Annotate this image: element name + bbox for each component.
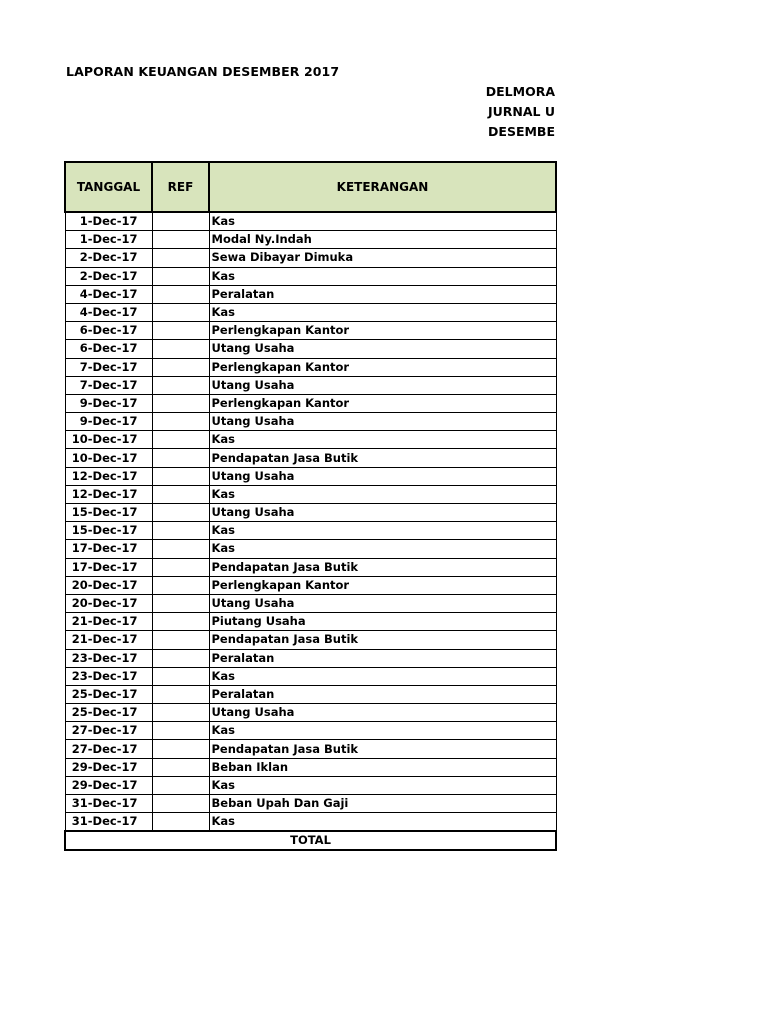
ref-cell	[152, 795, 209, 813]
description-cell: Kas	[209, 485, 556, 503]
description-cell: Perlengkapan Kantor	[209, 394, 556, 412]
description-cell: Utang Usaha	[209, 413, 556, 431]
ref-cell	[152, 594, 209, 612]
column-header-date: TANGGAL	[65, 162, 152, 212]
ref-cell	[152, 522, 209, 540]
table-row	[65, 576, 556, 594]
description-cell: Utang Usaha	[209, 340, 556, 358]
ref-cell	[152, 813, 209, 832]
column-header-ref: REF	[152, 162, 209, 212]
description-cell: Perlengkapan Kantor	[209, 322, 556, 340]
date-cell: 20-Dec-17	[65, 576, 152, 594]
table-header-row	[65, 162, 556, 212]
table-row	[65, 449, 556, 467]
table-row	[65, 485, 556, 503]
table-row	[65, 613, 556, 631]
ref-cell	[152, 340, 209, 358]
ref-cell	[152, 449, 209, 467]
journal-body	[65, 212, 556, 831]
journal-title-text: JURNAL U	[487, 104, 555, 119]
ref-cell	[152, 504, 209, 522]
table-row	[65, 267, 556, 285]
date-cell: 1-Dec-17	[65, 212, 152, 231]
date-cell: 6-Dec-17	[65, 322, 152, 340]
table-row	[65, 303, 556, 321]
date-cell: 1-Dec-17	[65, 231, 152, 249]
description-cell: Pendapatan Jasa Butik	[209, 631, 556, 649]
description-cell: Kas	[209, 540, 556, 558]
date-cell: 2-Dec-17	[65, 267, 152, 285]
journal-table	[64, 161, 557, 851]
date-cell: 25-Dec-17	[65, 685, 152, 703]
date-cell: 31-Dec-17	[65, 813, 152, 832]
ref-cell	[152, 631, 209, 649]
table-row	[65, 776, 556, 794]
date-cell: 29-Dec-17	[65, 776, 152, 794]
description-cell: Utang Usaha	[209, 376, 556, 394]
description-cell: Utang Usaha	[209, 467, 556, 485]
description-cell: Peralatan	[209, 649, 556, 667]
description-cell: Perlengkapan Kantor	[209, 358, 556, 376]
table-row	[65, 212, 556, 231]
date-cell: 23-Dec-17	[65, 667, 152, 685]
date-cell: 7-Dec-17	[65, 376, 152, 394]
description-cell: Kas	[209, 431, 556, 449]
ref-cell	[152, 376, 209, 394]
description-cell: Kas	[209, 303, 556, 321]
date-cell: 31-Dec-17	[65, 795, 152, 813]
description-cell: Peralatan	[209, 685, 556, 703]
description-cell: Sewa Dibayar Dimuka	[209, 249, 556, 267]
date-cell: 21-Dec-17	[65, 613, 152, 631]
ref-cell	[152, 303, 209, 321]
description-cell: Kas	[209, 267, 556, 285]
table-row	[65, 431, 556, 449]
date-cell: 10-Dec-17	[65, 431, 152, 449]
period-title-text: DESEMBE	[488, 124, 555, 139]
description-cell: Pendapatan Jasa Butik	[209, 558, 556, 576]
table-row	[65, 813, 556, 832]
ref-cell	[152, 212, 209, 231]
ref-cell	[152, 685, 209, 703]
journal-title	[440, 104, 555, 119]
table-row	[65, 394, 556, 412]
date-cell: 9-Dec-17	[65, 413, 152, 431]
date-cell: 23-Dec-17	[65, 649, 152, 667]
ref-cell	[152, 740, 209, 758]
date-cell: 6-Dec-17	[65, 340, 152, 358]
date-cell: 7-Dec-17	[65, 358, 152, 376]
ref-cell	[152, 467, 209, 485]
description-cell: Kas	[209, 522, 556, 540]
date-cell: 17-Dec-17	[65, 540, 152, 558]
column-header-description: KETERANGAN	[209, 162, 556, 212]
table-row	[65, 594, 556, 612]
total-row	[65, 831, 556, 850]
description-cell: Utang Usaha	[209, 594, 556, 612]
company-name	[440, 84, 555, 99]
date-cell: 15-Dec-17	[65, 522, 152, 540]
date-cell: 12-Dec-17	[65, 467, 152, 485]
table-row	[65, 540, 556, 558]
table-row	[65, 722, 556, 740]
date-cell: 12-Dec-17	[65, 485, 152, 503]
description-cell: Utang Usaha	[209, 504, 556, 522]
description-cell: Pendapatan Jasa Butik	[209, 449, 556, 467]
description-cell: Kas	[209, 722, 556, 740]
date-cell: 21-Dec-17	[65, 631, 152, 649]
table-row	[65, 795, 556, 813]
ref-cell	[152, 667, 209, 685]
table-row	[65, 285, 556, 303]
period-title	[440, 124, 555, 139]
description-cell: Perlengkapan Kantor	[209, 576, 556, 594]
ref-cell	[152, 285, 209, 303]
date-cell: 2-Dec-17	[65, 249, 152, 267]
description-cell: Pendapatan Jasa Butik	[209, 740, 556, 758]
ref-cell	[152, 722, 209, 740]
table-row	[65, 558, 556, 576]
report-title: LAPORAN KEUANGAN DESEMBER 2017	[66, 64, 340, 79]
ref-cell	[152, 649, 209, 667]
date-cell: 27-Dec-17	[65, 722, 152, 740]
table-row	[65, 522, 556, 540]
ref-cell	[152, 704, 209, 722]
description-cell: Beban Upah Dan Gaji	[209, 795, 556, 813]
table-row	[65, 413, 556, 431]
date-cell: 20-Dec-17	[65, 594, 152, 612]
ref-cell	[152, 576, 209, 594]
table-row	[65, 376, 556, 394]
description-cell: Piutang Usaha	[209, 613, 556, 631]
ref-cell	[152, 267, 209, 285]
description-cell: Kas	[209, 813, 556, 832]
description-cell: Utang Usaha	[209, 704, 556, 722]
table-row	[65, 740, 556, 758]
date-cell: 4-Dec-17	[65, 303, 152, 321]
description-cell: Kas	[209, 776, 556, 794]
ref-cell	[152, 394, 209, 412]
table-row	[65, 504, 556, 522]
ref-cell	[152, 231, 209, 249]
ref-cell	[152, 540, 209, 558]
date-cell: 25-Dec-17	[65, 704, 152, 722]
date-cell: 10-Dec-17	[65, 449, 152, 467]
description-cell: Peralatan	[209, 285, 556, 303]
ref-cell	[152, 558, 209, 576]
date-cell: 27-Dec-17	[65, 740, 152, 758]
ref-cell	[152, 431, 209, 449]
table-row	[65, 758, 556, 776]
table-row	[65, 649, 556, 667]
ref-cell	[152, 249, 209, 267]
table-row	[65, 231, 556, 249]
table-row	[65, 467, 556, 485]
ref-cell	[152, 758, 209, 776]
company-name-text: DELMORA	[485, 84, 555, 99]
table-row	[65, 704, 556, 722]
ref-cell	[152, 776, 209, 794]
ref-cell	[152, 358, 209, 376]
table-row	[65, 322, 556, 340]
table-row	[65, 631, 556, 649]
ref-cell	[152, 485, 209, 503]
date-cell: 4-Dec-17	[65, 285, 152, 303]
table-row	[65, 340, 556, 358]
description-cell: Modal Ny.Indah	[209, 231, 556, 249]
date-cell: 29-Dec-17	[65, 758, 152, 776]
table-row	[65, 358, 556, 376]
total-label: TOTAL	[65, 831, 556, 850]
date-cell: 15-Dec-17	[65, 504, 152, 522]
ref-cell	[152, 413, 209, 431]
table-row	[65, 249, 556, 267]
table-row	[65, 667, 556, 685]
ref-cell	[152, 613, 209, 631]
ref-cell	[152, 322, 209, 340]
table-row	[65, 685, 556, 703]
date-cell: 9-Dec-17	[65, 394, 152, 412]
description-cell: Kas	[209, 212, 556, 231]
description-cell: Beban Iklan	[209, 758, 556, 776]
description-cell: Kas	[209, 667, 556, 685]
date-cell: 17-Dec-17	[65, 558, 152, 576]
